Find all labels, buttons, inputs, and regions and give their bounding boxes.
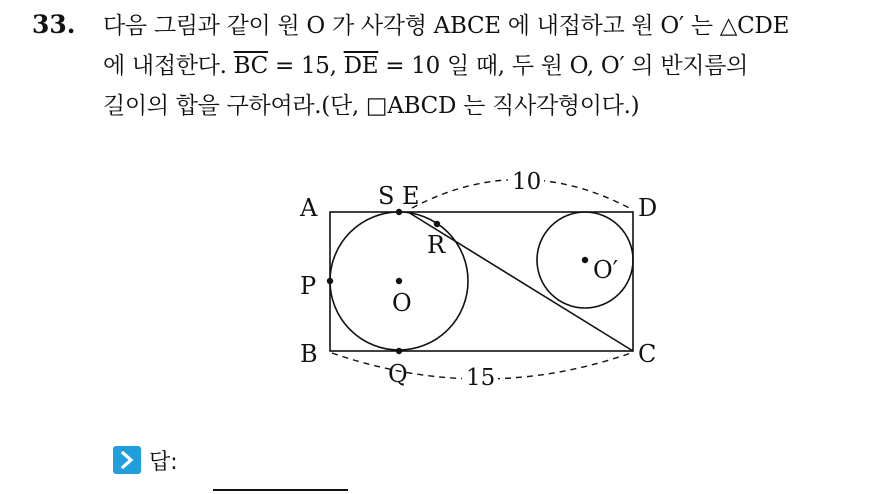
chevron-right-icon — [113, 446, 141, 474]
bc-segment-label: $\overline{BC}$ — [233, 53, 268, 79]
geometry-figure — [290, 160, 680, 400]
label-length-10: 10 — [512, 169, 542, 195]
de-segment-label: $\overline{DE}$ — [343, 53, 379, 79]
label-p: P — [300, 272, 317, 300]
label-length-15: 15 — [466, 365, 496, 391]
answer-label: 답: — [149, 449, 178, 475]
problem-line-1: 다음 그림과 같이 원 O 가 사각형 ABCE 에 내접하고 원 O′ 는 △CDE — [103, 13, 790, 39]
problem-line-2 — [103, 49, 748, 83]
label-s: S — [378, 182, 395, 210]
label-o-prime: O′ — [593, 256, 619, 284]
label-q: Q — [388, 360, 408, 388]
point-o-prime — [582, 257, 588, 263]
label-c: C — [638, 340, 657, 368]
rectangle-abcd — [330, 212, 633, 351]
point-o — [396, 278, 402, 284]
point-r — [434, 221, 440, 227]
answer-row — [113, 444, 178, 476]
label-e: E — [402, 182, 420, 210]
point-q — [396, 348, 402, 354]
point-p — [327, 278, 333, 284]
line2-mid-text: = 15, — [267, 53, 344, 79]
label-b: B — [300, 340, 318, 368]
label-d: D — [638, 194, 658, 222]
label-a: A — [300, 194, 318, 222]
problem-line-3: 길이의 합을 구하여라.(단, □ABCD 는 직사각형이다.) — [103, 93, 640, 119]
line2-end-text: = 10 일 때, 두 원 O, O′ 의 반지름의 — [378, 53, 749, 79]
label-r: R — [427, 231, 446, 259]
problem-number: 33. — [32, 10, 76, 39]
answer-blank[interactable] — [213, 489, 348, 491]
line2-start-text: 에 내접한다. — [103, 53, 234, 79]
label-o: O — [392, 289, 412, 317]
